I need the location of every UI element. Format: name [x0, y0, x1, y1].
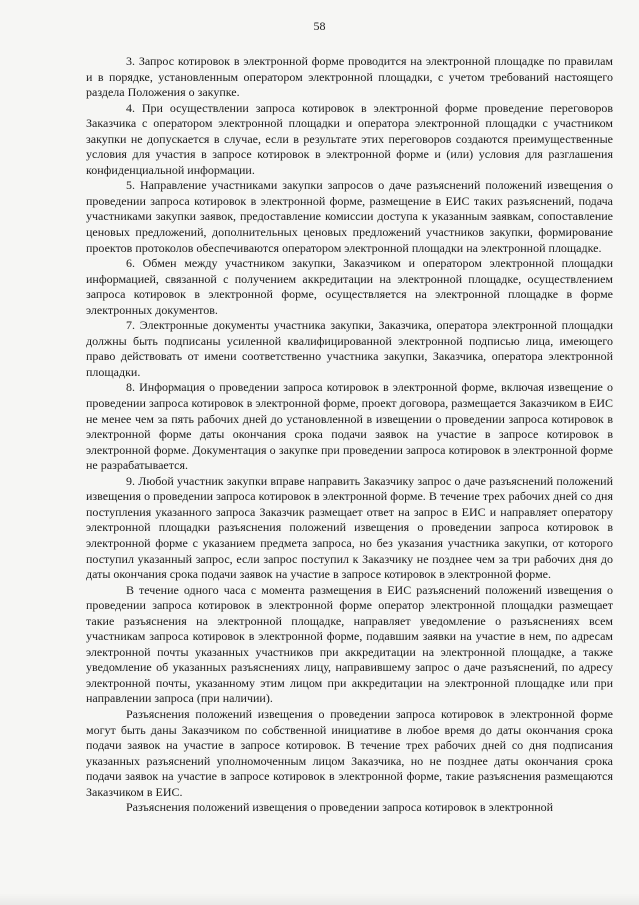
document-body	[86, 54, 613, 816]
paragraph-6: 6. Обмен между участником закупки, Заказчиком и оператором электронной площадки информацией, связанной с получением аккредитации на электронной площадке, осуществлением запроса котировок в электронной форме, осуществляется на электронной площадке в форме электронных документов.	[86, 256, 613, 317]
paragraph-continued: Разъяснения положений извещения о проведении запроса котировок в электронной	[126, 800, 554, 815]
paragraph-7: 7. Электронные документы участника закупки, Заказчика, оператора электронной площадки должны быть подписаны усиленной квалифицированной электронной подписью лица, имеющего право действовать от имени соответственно участника закупки, Заказчика, оператора электронной площадки.	[86, 318, 613, 379]
paragraph-4: 4. При осуществлении запроса котировок в электронной форме проведение переговоров Заказчика с оператором электронной площадки и оператора электронной площадки с участником закупки не допускается в случае, если в результате этих переговоров создаются преимущественные условия для участия в запросе котировок в электронной форме и (или) условия для разглашения конфиденциальной информации.	[86, 100, 613, 177]
paragraph-5: 5. Направление участниками закупки запросов о даче разъяснений положений извещения о проведении запроса котировок в электронной форме, размещение в ЕИС таких разъяснений, подача участниками закупки заявок, предоставление комиссии доступа к указанным заявкам, сопоставление ценовых предложений, дополнительных ценовых предложений участников закупки, формирование проектов протоколов обеспечиваются оператором электронной площадки на электронной площадке.	[86, 178, 613, 255]
paragraph-3: 3. Запрос котировок в электронной форме проводится на электронной площадке по правилам и в порядке, установленным оператором электронной площадки, с учетом требований настоящего раздела Положения о закупке.	[86, 54, 613, 100]
paragraph-9-operator-notice: В течение одного часа с момента размещения в ЕИС разъяснений положений извещения о проведении запроса котировок в электронной форме оператор электронной площадки размещает такие разъяснения на электронной площадке, направляет уведомление о разъяснениях всем участникам запроса котировок в электронной форме, подавшим заявки на участие в нем, по адресам электронной почты указанных участников при аккредитации на электронной площадке, а также уведомление об указанных разъяснениях лицу, направившему запрос о даче разъяснений, по адресу электронной почты, указанному этим лицом при аккредитации на электронной площадке или при направлении запроса (при наличии).	[86, 582, 613, 706]
scan-bottom-edge	[0, 893, 639, 905]
paragraph-9: 9. Любой участник закупки вправе направить Заказчику запрос о даче разъяснений положений извещения о проведении запроса котировок в электронной форме. В течение трех рабочих дней со дня поступления указанного запроса Заказчик размещает ответ на запрос в ЕИС и направляет оператору электронной площадки разъяснения положений извещения о проведении запроса котировок в электронной форме с указанием предмета запроса, но без указания участника закупки, от которого поступил указанный запрос, если запрос поступил к Заказчику не позднее чем за три рабочих дня до даты окончания срока подачи заявок на участие в запросе котировок в электронной форме.	[86, 473, 613, 582]
paragraph-9-own-initiative: Разъяснения положений извещения о проведении запроса котировок в электронной форме могут быть даны Заказчиком по собственной инициативе в любое время до даты окончания срока подачи заявок на участие в запросе котировок. В течение трех рабочих дней со дня подписания указанных разъяснений уполномоченным лицом Заказчика, но не позднее даты окончания срока подачи заявок на участие в запросе котировок в электронной форме, такие разъяснения размещаются Заказчиком в ЕИС.	[86, 706, 613, 799]
paragraph-8: 8. Информация о проведении запроса котировок в электронной форме, включая извещение о проведении запроса котировок в электронной форме, проект договора, размещается Заказчиком в ЕИС не менее чем за пять рабочих дней до установленной в извещении о проведении запроса котировок в электронной форме даты окончания срока подачи заявок на участие в запросе котировок в электронной форме. Документация о закупке при проведении запроса котировок в электронной форме не разрабатывается.	[86, 380, 613, 473]
page-number: 58	[313, 19, 326, 33]
